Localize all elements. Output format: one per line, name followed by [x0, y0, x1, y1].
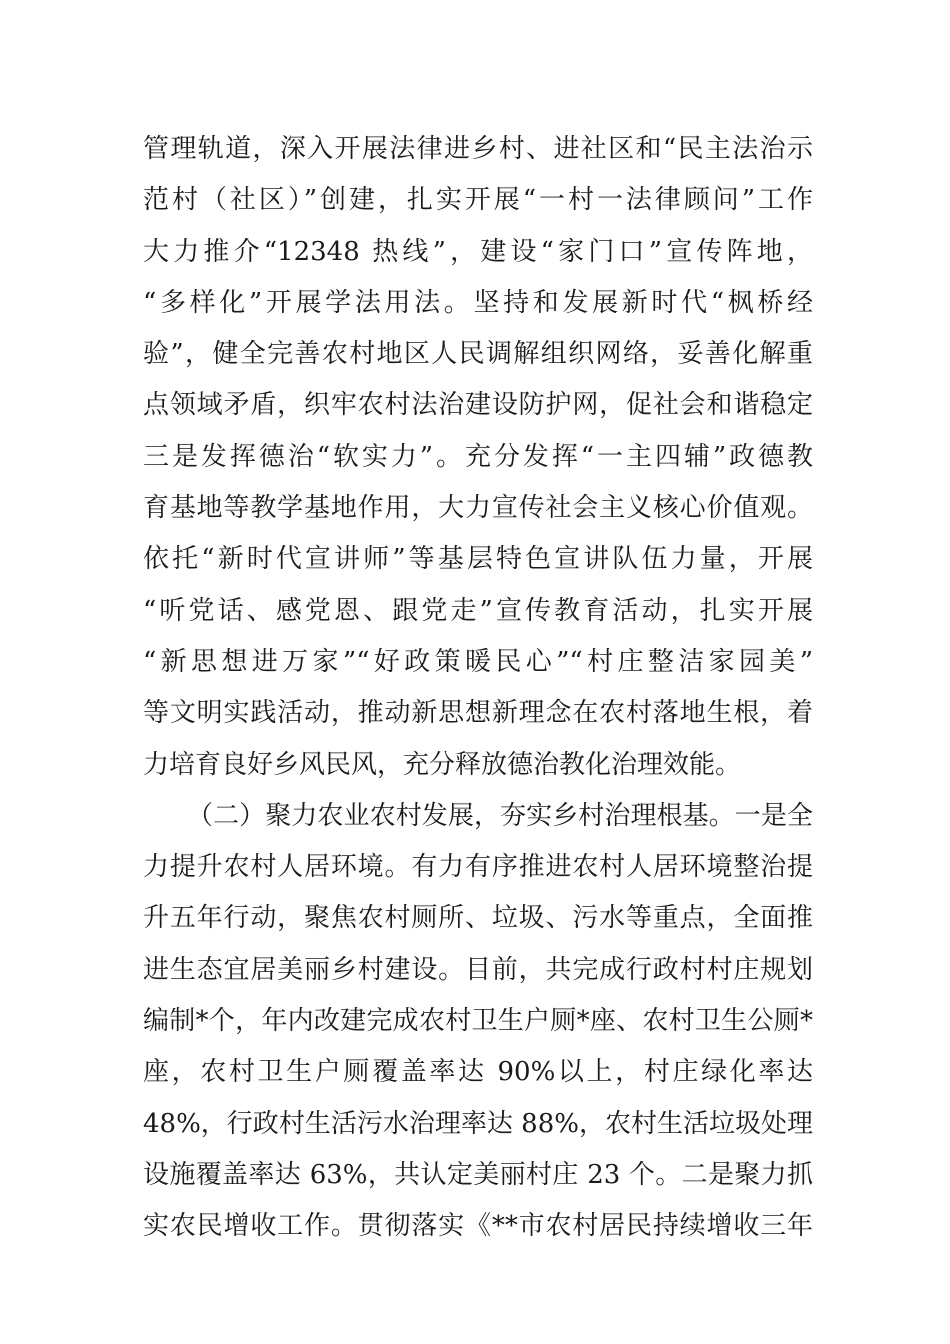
text-line: 点领域矛盾，织牢农村法治建设防护网，促社会和谐稳定 [143, 390, 813, 421]
section-heading-line: （二）聚力农业农村发展，夯实乡村治理根基。一是全 [187, 800, 813, 831]
text-line: 48%，行政村生活污水治理率达 88%，农村生活垃圾处理 [143, 1108, 813, 1139]
body-text [143, 124, 813, 1253]
text-line: 设施覆盖率达 63%，共认定美丽村庄 23 个。二是聚力抓 [143, 1159, 813, 1190]
text-line: 依托“新时代宣讲师”等基层特色宣讲队伍力量，开展 [143, 544, 813, 575]
text-line: 力培育良好乡风民风，充分释放德治教化治理效能。 [143, 749, 742, 780]
text-line: “听党话、感党恩、跟党走”宣传教育活动，扎实开展 [143, 595, 813, 626]
text-line: “多样化”开展学法用法。坚持和发展新时代“枫桥经 [143, 287, 813, 318]
text-line: 升五年行动，聚焦农村厕所、垃圾、污水等重点，全面推 [143, 903, 813, 934]
text-line: 育基地等教学基地作用，大力宣传社会主义核心价值观。 [143, 493, 813, 524]
text-line: 管理轨道，深入开展法律进乡村、进社区和“民主法治示 [143, 134, 813, 164]
text-line: 编制*个，年内改建完成农村卫生户厕*座、农村卫生公厕* [143, 1006, 813, 1037]
text-line: 三是发挥德治“软实力”。充分发挥“一主四辅”政德教 [143, 441, 813, 472]
text-line: “新思想进万家”“好政策暖民心”“村庄整洁家园美” [143, 646, 813, 677]
text-line: 等文明实践活动，推动新思想新理念在农村落地生根，着 [143, 698, 813, 729]
text-line: 实农民增收工作。贯彻落实《**市农村居民持续增收三年 [143, 1211, 813, 1242]
text-line: 力提升农村人居环境。有力有序推进农村人居环境整治提 [143, 852, 813, 883]
text-line: 验”，健全完善农村地区人民调解组织网络，妥善化解重 [143, 339, 813, 370]
text-line: 范村（社区）”创建，扎实开展“一村一法律顾问”工作 [143, 185, 813, 216]
text-line: 大力推介“12348 热线”，建设“家门口”宣传阵地， [143, 236, 813, 267]
text-line: 进生态宜居美丽乡村建设。目前，共完成行政村村庄规划 [143, 954, 813, 985]
text-line: 座，农村卫生户厕覆盖率达 90%以上，村庄绿化率达 [143, 1057, 813, 1088]
